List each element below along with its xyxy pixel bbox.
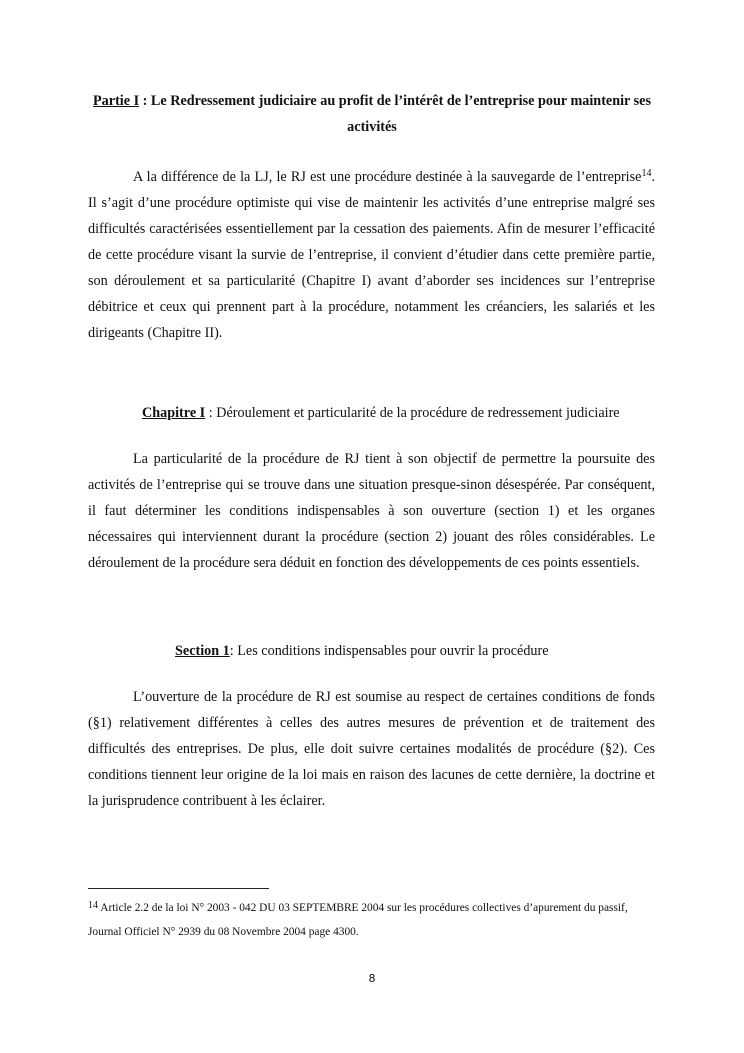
chapter-paragraph: La particularité de la procédure de RJ tient à son objectif de permettre la poursuite des activités de l’entreprise qui se trouve dans une situation presque-sinon désespérée. Par conséquent, il faut déterminer les conditions indispensables à son ouverture (section 1) et les organes nécessaires qui interviennent durant la procédure (section 2) jouant des rôles considérables. Le déroulement de la procédure sera déduit en fonction des développements de ces points essentiels.	[88, 451, 655, 571]
section-heading	[175, 641, 549, 661]
part-label: Partie I	[93, 93, 140, 109]
chapter-title: : Déroulement et particularité de la procédure de redressement judiciaire	[205, 405, 620, 421]
section-label: Section 1	[175, 643, 230, 659]
footnote-divider	[88, 888, 269, 889]
page-number: 8	[368, 972, 376, 985]
section-paragraph: L’ouverture de la procédure de RJ est soumise au respect de certaines conditions de fonds (§1) relativement différentes à celles des autres mesures de prévention et de traitement des difficultés des entreprises. De plus, elle doit suivre certaines modalités de procédure (§2). Ces conditions tiennent leur origine de la loi mais en raison des lacunes de cette dernière, la doctrine et la jurisprudence contribuent à les éclairer.	[88, 689, 655, 809]
part-title	[88, 88, 656, 140]
intro-text-start: A la différence de la LJ, le RJ est une procédure destinée à la sauvegarde de l’entreprise	[133, 169, 642, 185]
footnote-text: Article 2.2 de la loi N° 2003 - 042 DU 03 SEPTEMBRE 2004 sur les procédures collectives d’apurement du passif, Journal Officiel N° 2939 du 08 Novembre 2004 page 4300.	[88, 902, 628, 938]
footnote-ref: 14	[641, 168, 652, 179]
chapter-heading	[142, 403, 620, 423]
chapter-label: Chapitre I	[142, 405, 206, 421]
intro-text-end: . Il s’agit d’une procédure optimiste qui vise de maintenir les activités d’une entreprise malgré ses difficultés caractérisées essentiellement par la cessation des paiements. Afin de mesurer l’efficacité de cette procédure visant la survie de l’entreprise, il convient d’étudier dans cette première partie, son déroulement et sa particularité (Chapitre I) avant d’aborder ses incidences sur l’entreprise débitrice et ceux qui prennent part à la procédure, notamment les créanciers, les salariés et les dirigeants (Chapitre II).	[88, 169, 655, 341]
section-title: : Les conditions indispensables pour ouvrir la procédure	[229, 643, 549, 659]
intro-paragraph	[88, 164, 655, 346]
footnote-number: 14	[88, 900, 98, 911]
footnote	[88, 896, 655, 944]
part-title-text: : Le Redressement judiciaire au profit de l’intérêt de l’entreprise pour maintenir ses activités	[139, 93, 651, 135]
